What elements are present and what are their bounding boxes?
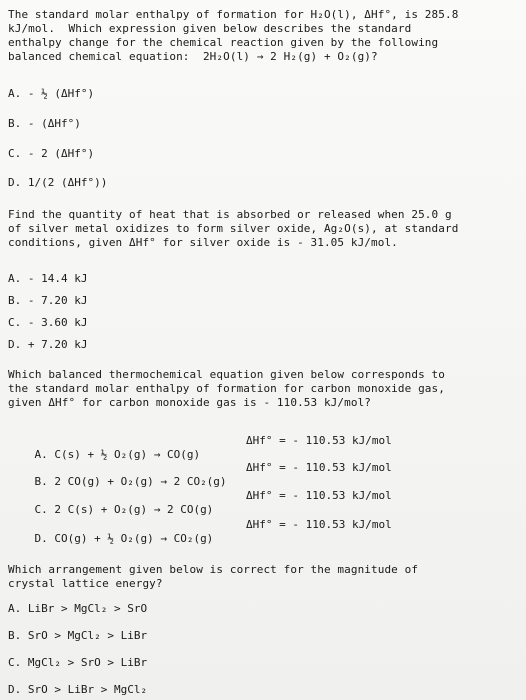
question-4-text: Which arrangement given below is correct for the magnitude of crystal lattice energy? — [8, 563, 419, 590]
option-enthalpy: ΔHf° = - 110.53 kJ/mol — [246, 434, 392, 447]
question-1-option-d[interactable]: D. 1/(2 (ΔHf°)) — [8, 176, 108, 189]
question-1-option-a[interactable]: A. - ½ (ΔHf°) — [8, 87, 95, 100]
question-2-option-c[interactable]: C. - 3.60 kJ — [8, 316, 88, 329]
question-4-option-a[interactable]: A. LiBr > MgCl₂ > SrO — [8, 602, 148, 615]
option-enthalpy: ΔHf° = - 110.53 kJ/mol — [246, 461, 392, 474]
question-2-option-a[interactable]: A. - 14.4 kJ — [8, 272, 88, 285]
question-4-option-d[interactable]: D. SrO > LiBr > MgCl₂ — [8, 683, 148, 696]
question-2-option-d[interactable]: D. + 7.20 kJ — [8, 338, 88, 351]
question-4-option-b[interactable]: B. SrO > MgCl₂ > LiBr — [8, 629, 148, 642]
question-1-text: The standard molar enthalpy of formation for H₂O(l), ΔHf°, is 285.8 kJ/mol. Which expression given below describes the standard enthalpy change for the chemical reaction given by the following balanced chemical equation: 2H₂O(l) → 2 H₂(g) + O₂(g)? — [8, 8, 459, 63]
question-1-option-b[interactable]: B. - (ΔHf°) — [8, 117, 81, 130]
option-equation: B. 2 CO(g) + O₂(g) → 2 CO₂(g) — [34, 475, 227, 488]
question-3-text: Which balanced thermochemical equation given below corresponds to the standard molar enthalpy of formation for carbon monoxide gas, given ΔHf° for carbon monoxide gas is - 110.53 kJ/mol? — [8, 368, 445, 409]
option-enthalpy: ΔHf° = - 110.53 kJ/mol — [246, 518, 392, 531]
question-2-text: Find the quantity of heat that is absorbed or released when 25.0 g of silver metal oxidizes to form silver oxide, Ag₂O(s), at standard conditions, given ΔHf° for silver oxide is - 31.05 kJ/mol. — [8, 208, 459, 249]
option-equation: C. 2 C(s) + O₂(g) → 2 CO(g) — [34, 503, 214, 516]
question-4-option-c[interactable]: C. MgCl₂ > SrO > LiBr — [8, 656, 148, 669]
question-1-option-c[interactable]: C. - 2 (ΔHf°) — [8, 147, 95, 160]
question-2-option-b[interactable]: B. - 7.20 kJ — [8, 294, 88, 307]
option-equation: D. CO(g) + ½ O₂(g) → CO₂(g) — [34, 532, 214, 545]
option-enthalpy: ΔHf° = - 110.53 kJ/mol — [246, 489, 392, 502]
option-equation: A. C(s) + ½ O₂(g) → CO(g) — [34, 448, 201, 461]
